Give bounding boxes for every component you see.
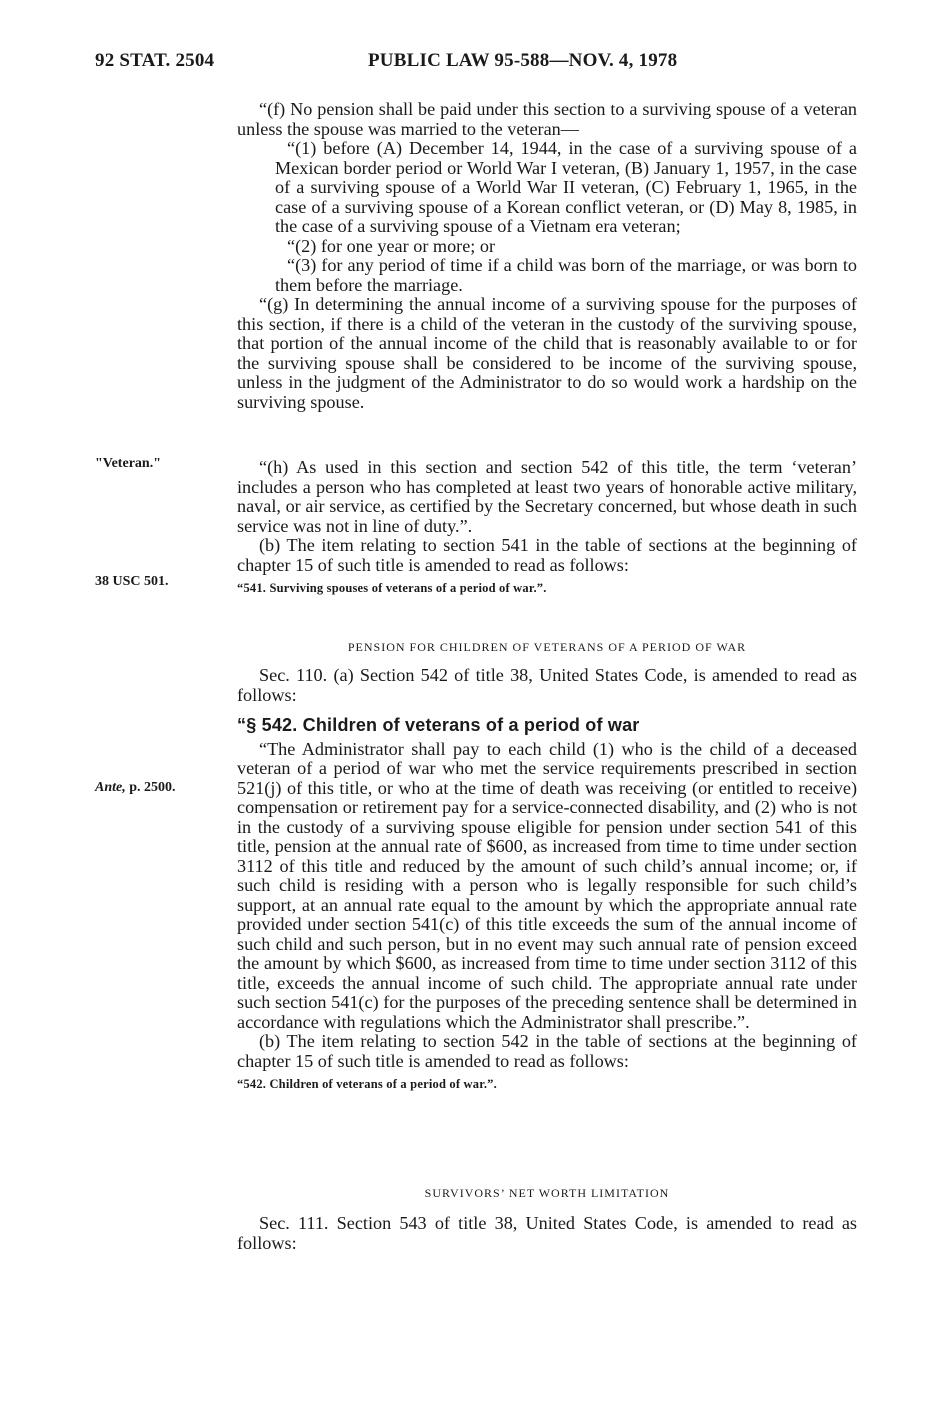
paragraph-f2: “(2) for one year or more; or	[287, 235, 496, 256]
survivors-heading-block	[237, 1184, 857, 1204]
margin-note-ante	[95, 780, 176, 796]
section-110-block	[237, 666, 857, 705]
section-111-block	[237, 1214, 857, 1253]
section-542-block	[237, 716, 857, 1099]
margin-note-ante-italic: Ante,	[95, 780, 126, 795]
table-entry-542: “542. Children of veterans of a period of war.”.	[237, 1077, 497, 1091]
pension-heading-block	[237, 638, 857, 658]
section-f-g-block	[237, 100, 857, 412]
table-entry-541: “541. Surviving spouses of veterans of a period of war.”.	[237, 581, 547, 595]
paragraph-b2: (b) The item relating to section 542 in the table of sections at the beginning of chapter 15 of such title is amended to read as follows:	[237, 1031, 857, 1071]
section-542-body: “The Administrator shall pay to each child (1) who is the child of a deceased veteran of a period of war who met the service requirements prescribed in section 521(j) of this title, or who at the time of death was receiving (or entitled to receive) compensation or retirement pay for a service-connected disability, and (2) who is not in the custody of a surviving spouse eligible for pension under section 541 of this title, pension at the annual rate of $600, as increased from time to time under section 3112 of this title and reduced by the amount of such child’s annual income; or, if such child is residing with a person who is legally responsible for such child’s support, at an annual rate equal to the amount by which the appropriate annual rate provided under section 541(c) of this title exceeds the sum of the annual income of such child and such person, but in no event may such annual rate of pension exceed the amount by which $600, as increased from time to time under section 3112 of this title, exceeds the annual income of such child. The appropriate annual rate under such section 541(c) for the purposes of the preceding sentence shall be determined in accordance with regulations which the Administrator shall prescribe.”.	[237, 738, 857, 1032]
paragraph-f: “(f) No pension shall be paid under this section to a surviving spouse of a veteran unless the spouse was married to the veteran—	[237, 99, 857, 139]
paragraph-f1: “(1) before (A) December 14, 1944, in the case of a surviving spouse of a Mexican border period or World War I veteran, (B) January 1, 1957, in the case of a surviving spouse of a World War II veteran, (C) February 1, 1965, in the case of a surviving spouse of a Korean conflict veteran, or (D) May 8, 1985, in the case of a surviving spouse of a Vietnam era veteran;	[275, 138, 857, 236]
section-h-block	[237, 458, 857, 603]
margin-note-ante-page: p. 2500.	[125, 780, 176, 795]
margin-note-usc: 38 USC 501.	[95, 574, 169, 589]
paragraph-g: “(g) In determining the annual income of a surviving spouse for the purposes of this section, if there is a child of the veteran in the custody of the surviving spouse, that portion of the annual income of the child that is reasonably available to or for the surviving spouse shall be considered to be income of the surviving spouse, unless in the judgment of the Administrator to do so would work a hardship on the surviving spouse.	[237, 294, 857, 412]
heading-survivors-net-worth: SURVIVORS’ NET WORTH LIMITATION	[424, 1186, 670, 1200]
paragraph-f3: “(3) for any period of time if a child was born of the marriage, or was born to them before the marriage.	[275, 255, 857, 295]
section-542-heading: “§ 542. Children of veterans of a period of war	[237, 715, 640, 735]
public-law-title: PUBLIC LAW 95-588—NOV. 4, 1978	[368, 50, 678, 71]
paragraph-sec-111: Sec. 111. Section 543 of title 38, United States Code, is amended to read as follows:	[237, 1213, 857, 1253]
statute-page-number: 92 STAT. 2504	[95, 50, 215, 71]
paragraph-sec-110: Sec. 110. (a) Section 542 of title 38, United States Code, is amended to read as follows:	[237, 665, 857, 705]
heading-pension-children: PENSION FOR CHILDREN OF VETERANS OF A PERIOD OF WAR	[347, 640, 747, 654]
paragraph-h: “(h) As used in this section and section 542 of this title, the term ‘veteran’ includes a person who has completed at least two years of honorable active military, naval, or air service, as certified by the Secretary concerned, but whose death in such service was not in line of duty.”.	[237, 457, 857, 536]
paragraph-b1: (b) The item relating to section 541 in the table of sections at the beginning of chapter 15 of such title is amended to read as follows:	[237, 535, 857, 575]
margin-note-veteran: "Veteran."	[95, 456, 161, 471]
